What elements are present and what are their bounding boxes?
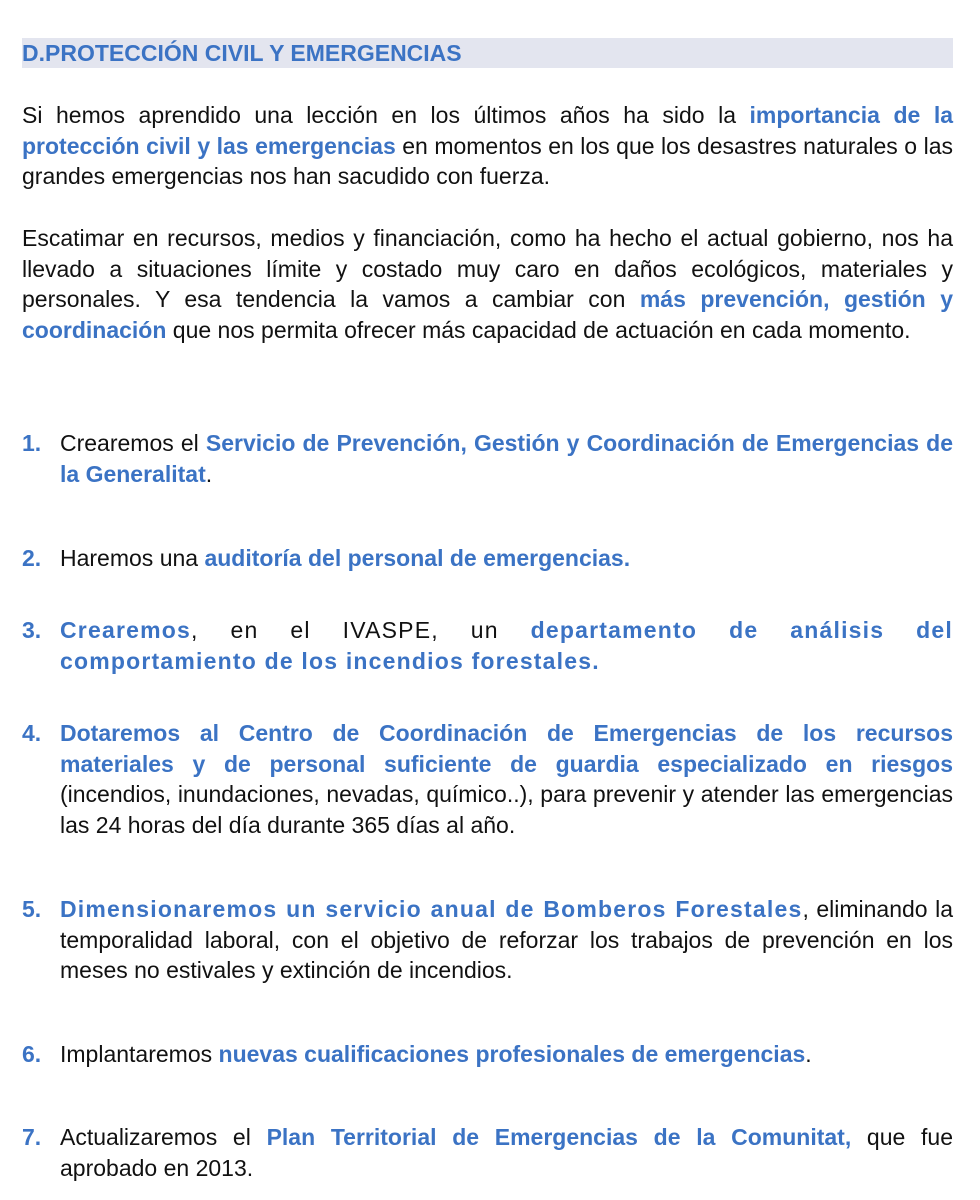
item-highlight: auditoría del personal de emergencias. — [204, 545, 631, 571]
list-item — [22, 543, 953, 574]
item-text: Crearemos el — [60, 430, 206, 456]
list-item-number: 4. — [22, 720, 42, 746]
item-highlight: nuevas cualificaciones profesionales de emergencias — [218, 1041, 806, 1067]
list-item-text — [60, 894, 953, 986]
list-item-text — [60, 615, 953, 676]
list-item — [22, 718, 953, 840]
item-text: Implantaremos — [60, 1041, 219, 1067]
item-text: , en el IVASPE, un — [190, 617, 531, 643]
intro-p1-highlight: importancia de la protección civil y las emergencias — [22, 102, 953, 159]
item-highlight: Plan Territorial de Emergencias de la Comunitat, — [266, 1124, 852, 1150]
intro-p1-text-b: en momentos en los que los desastres naturales o las grandes emergencias nos han sacudido con fuerza. — [22, 132, 953, 190]
list-item-text — [60, 543, 953, 574]
item-text: que fue aprobado en 2013. — [60, 1124, 953, 1181]
item-highlight: Servicio de Prevención, Gestión y Coordinación de Emergencias de la Generalitat — [60, 430, 953, 487]
list-item — [22, 428, 953, 489]
intro-p1-text-a: Si hemos aprendido una lección en los últimos años ha sido la — [22, 102, 750, 128]
intro-p2-text-b: que nos permita ofrecer más capacidad de actuación en cada momento. — [166, 316, 911, 343]
list-item — [22, 615, 953, 676]
intro-p2-highlight: más prevención, gestión y coordinación — [22, 286, 953, 343]
list-item-number: 6. — [22, 1041, 42, 1067]
item-highlight: departamento de análisis del comportamiento de los incendios forestales. — [60, 617, 953, 674]
item-text: Haremos una — [60, 545, 205, 571]
list-item — [22, 1122, 953, 1183]
intro-paragraph-2 — [22, 223, 953, 345]
item-highlight: Dimensionaremos un servicio anual de Bomberos Forestales — [60, 896, 803, 922]
list-item-text — [60, 428, 953, 489]
intro-p2-text-a: Escatimar en recursos, medios y financiación, como ha hecho el actual gobierno, nos ha llevado a situaciones límite y costado muy caro en daños ecológicos, materiales y personales. Y esa tendencia la vamos a cambiar con — [22, 225, 953, 313]
section-heading: D.PROTECCIÓN CIVIL Y EMERGENCIAS — [22, 38, 953, 68]
item-text: , eliminando la temporalidad laboral, con el objetivo de reforzar los trabajos de prevención en los meses no estivales y extinción de incendios. — [60, 896, 953, 984]
list-item — [22, 1039, 953, 1070]
list-item-text — [60, 718, 953, 840]
list-item-number: 2. — [22, 545, 42, 571]
list-item-number: 3. — [22, 617, 42, 643]
item-text: Actualizaremos el — [60, 1124, 267, 1150]
item-text: (incendios, inundaciones, nevadas, químico..), para prevenir y atender las emergencias las 24 horas del día durante 365 días al año. — [60, 781, 953, 838]
item-text: . — [805, 1041, 812, 1067]
list-item-number: 1. — [22, 430, 42, 456]
item-text: . — [205, 460, 213, 487]
item-highlight: Crearemos — [60, 617, 191, 643]
list-item — [22, 894, 953, 986]
list-item-text — [60, 1122, 953, 1183]
item-highlight: Dotaremos al Centro de Coordinación de Emergencias de los recursos materiales y de personal suficiente de guardia especializado en riesgos — [60, 720, 953, 777]
list-item-number: 7. — [22, 1124, 42, 1150]
intro-paragraph-1 — [22, 100, 953, 192]
list-item-number: 5. — [22, 896, 42, 922]
list-item-text — [60, 1039, 953, 1070]
